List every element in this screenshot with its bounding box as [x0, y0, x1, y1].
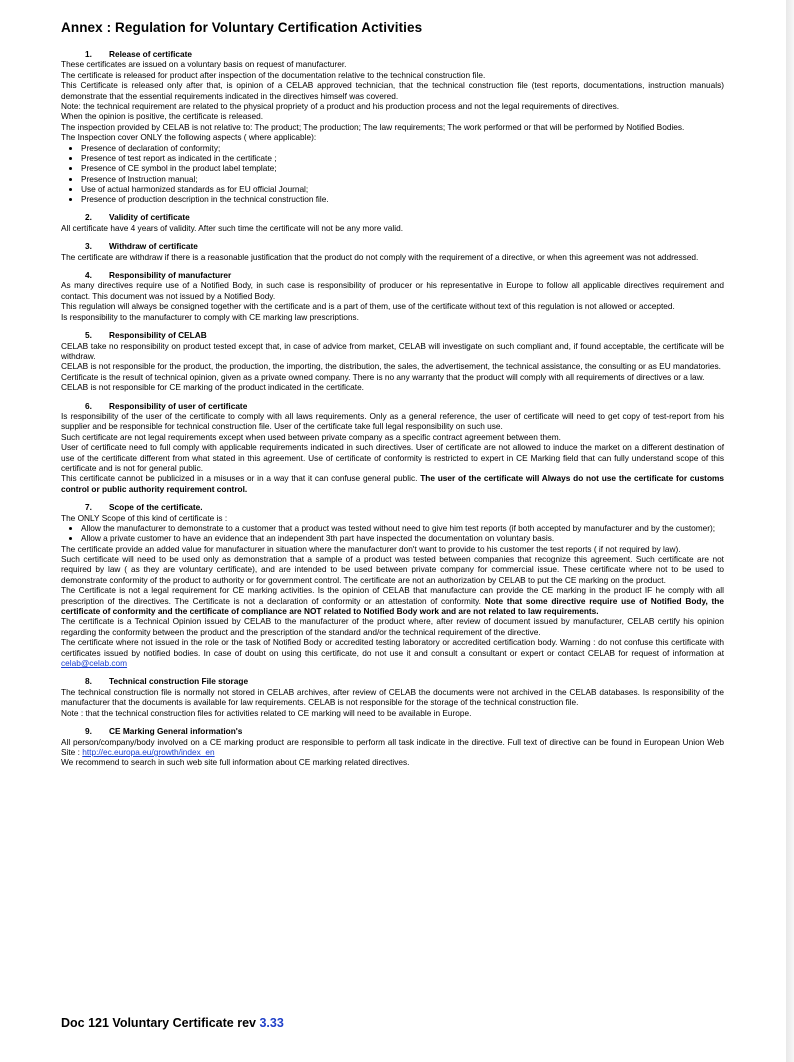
paragraph: The certificate where not issued in the role or the task of Notified Body or accredited testing laboratory or accredited certification body. Warning : do not confuse this certificate with certificates issued by notified bodies. In case of doubt on using this certificate, do not use it and consult a consultant or expert or contact CELAB for request of information at celab@celab.com	[61, 637, 724, 669]
section-heading: 1. Release of certificate	[85, 49, 193, 59]
section-heading: 5. Responsibility of CELAB	[85, 330, 207, 341]
document-title: Annex : Regulation for Voluntary Certification Activities	[61, 20, 423, 35]
email-link[interactable]: celab@celab.com	[61, 658, 128, 669]
paragraph: Note : that the technical construction files for activities related to CE marking will need to be available in Europe.	[61, 707, 472, 718]
document-body	[61, 20, 724, 777]
document-footer	[61, 1016, 284, 1030]
paragraph: CELAB is not responsible for CE marking of the product indicated in the certificate.	[61, 382, 364, 393]
section-user-responsibility	[61, 402, 724, 495]
paragraph: Such certificate will need to be used only as demonstration that a sample of a product was tested between companies that recognize this agreement. Such certificate are not required by law ( as they are voluntary certificate), and are intended to be used between private company for commercial issue. These certificate where not to be used to demonstrate conformity of the product to authority or for government control. The certificate are not an authorization by CELAB to put the CE marking on the product.	[61, 554, 724, 585]
section-scope	[61, 503, 724, 668]
paragraph: This certificate cannot be publicized in a misuses or in a way that it can confuse general public. The user of the certificate will Always do not use the certificate for customs control or public authority requirement control.	[61, 473, 725, 494]
section-withdraw	[61, 242, 724, 262]
list-item: • Presence of Instruction manual;	[81, 174, 724, 184]
list-item: • Allow the manufacturer to demonstrate to a customer that a product was tested without need to give him test reports (if both accepted by manufacturer and by the customer);	[81, 523, 724, 533]
paragraph: CELAB is not responsible for the product, the production, the importing, the distribution, the sales, the advertisement, the technical assistance, the consulting or as EU mandatories.	[61, 361, 721, 372]
paragraph: The certificate is released for product after inspection of the documentation relative to the technical construction file.	[61, 69, 486, 80]
section-manufacturer-responsibility	[61, 271, 724, 322]
bold-warning: The user of the certificate will Always do not use the certificate for customs control or public authority requirement control.	[61, 473, 725, 494]
paragraph: The Certificate is not a legal requirement for CE marking activities. Is the opinion of CELAB that manufacture can provide the CE marking in the product IF he comply with all prescription of the directives. The Certificate is not a declaration of conformity or an attestation of conformity. Note that some directive require use of Notified Body, the certificate of conformity and the certificate of compliance are NOT related to Notified Body work and are not related to law requirements.	[61, 585, 724, 617]
list-item: • Presence of production description in the technical construction file.	[81, 194, 724, 204]
paragraph: Note: the technical requirement are related to the physical propriety of a product and his production process and not the legal requirements of directives.	[61, 101, 620, 112]
section-heading: 9. CE Marking General information's	[85, 726, 243, 737]
paragraph: The certificate is a Technical Opinion issued by CELAB to the manufacturer of the product where, after review of document issued by manufacturer, CELAB certify his opinion regarding the conformity between the product and the prescription of the standard and/or the technical requirement of the directive.	[61, 616, 724, 637]
paragraph: The ONLY Scope of this kind of certificate is :	[61, 512, 228, 523]
paragraph: All person/company/body involved on a CE marking product are responsible to perform all task indicate in the directive. Full text of directive can be found in European Union Web Site : http://ec.europa.eu/growth/index_en	[61, 736, 724, 757]
paragraph: When the opinion is positive, the certificate is released.	[61, 111, 263, 122]
paragraph: User of certificate need to full comply with applicable requirements indicated in such directives. User of certificate are not allowed to induce the market on a different destination of use of the certificate different from what stated in this agreement. Use of certificate of conformity is restricted to expert in CE Marking field that can fully understand scope of this certificate and is not for general public.	[61, 442, 724, 473]
paragraph: The technical construction file is normally not stored in CELAB archives, after review of CELAB the documents were not archived in the CELAB databases. Is responsibility of the manufacturer that the documents is available for law requirements. CELAB is not responsible for the storage of the technical construction file.	[61, 686, 724, 708]
section-celab-responsibility	[61, 331, 724, 392]
inspection-aspects-list	[61, 143, 724, 205]
section-validity	[61, 213, 724, 233]
bold-note: Note that some directive require use of Notified Body, the certificate of conformity and the certificate of compliance are NOT related to Notified Body work and are not related to law requirements.	[61, 595, 724, 617]
section-heading: 7. Scope of the certificate.	[85, 502, 203, 513]
paragraph: Certificate is the result of technical opinion, given as a private owned company. There is no any warranty that the product will comply with all requirements of directives or a law.	[61, 371, 705, 382]
footer-label: Doc 121 Voluntary Certificate rev	[61, 1016, 256, 1030]
list-item: • Use of actual harmonized standards as for EU official Journal;	[81, 184, 724, 194]
paragraph: We recommend to search in such web site full information about CE marking related directives.	[61, 757, 410, 768]
paragraph: Is responsibility of the user of the certificate to comply with all laws requirements. Only as a general reference, the user of certificate will need to get copy of test-report from his supplier and be responsible for technical construction file. User of the certificate take full legal responsibility on such use.	[61, 410, 724, 432]
paragraph: The certificate are withdraw if there is a reasonable justification that the product do not comply with the requirement of a directive, or when this agreement was not addressed.	[61, 251, 699, 262]
paragraph: The certificate provide an added value for manufacturer in situation where the manufacturer don't want to provide to his customer the test reports ( if not required by law).	[61, 543, 681, 554]
revision-number: 3.33	[259, 1016, 284, 1030]
section-ce-marking-info	[61, 727, 724, 768]
paragraph: Such certificate are not legal requirements except when used between private company as a specific contract agreement between them.	[61, 431, 561, 442]
section-heading: 4. Responsibility of manufacturer	[85, 270, 232, 281]
paragraph: All certificate have 4 years of validity. After such time the certificate will not be any more valid.	[61, 222, 404, 233]
list-item: • Presence of test report as indicated in the certificate ;	[81, 153, 724, 163]
list-item: • Presence of CE symbol in the product label template;	[81, 163, 724, 173]
paragraph: The Inspection cover ONLY the following aspects ( where applicable):	[61, 132, 317, 143]
section-heading: 8. Technical construction File storage	[85, 676, 249, 687]
paragraph: As many directives require use of a Notified Body, in such case is responsibility of producer or his representative in Europe to follow all applicable directives requirement and contact. This document was not issued by a Notified Body.	[61, 280, 724, 301]
paragraph: This regulation will always be consigned together with the certificate and is a part of them, use of the certificate without text of this regulation is not allowed or accepted.	[61, 301, 675, 312]
paragraph: CELAB take no responsibility on product tested except that, in case of advice from market, CELAB will investigate on such compliant and, if found acceptable, the certificate will be withdraw.	[61, 340, 724, 361]
list-item: • Allow a private customer to have an evidence that an independent 3th part have inspected the documentation on voluntary basis.	[81, 533, 724, 543]
section-heading: 2. Validity of certificate	[85, 212, 190, 223]
paragraph: This Certificate is released only after that, is opinion of a CELAB approved technician, that the technical construction file (test reports, documentations, instruction manuals) demonstrate that the essential requirements indicated in the directives himself was covered.	[61, 80, 724, 101]
paragraph: These certificates are issued on a voluntary basis on request of manufacturer.	[61, 59, 347, 70]
list-item: • Presence of declaration of conformity;	[81, 143, 724, 153]
section-file-storage	[61, 677, 724, 718]
scope-list	[61, 523, 724, 544]
section-heading: 6. Responsibility of user of certificate	[85, 400, 248, 411]
section-heading: 3. Withdraw of certificate	[85, 241, 198, 252]
section-release	[61, 50, 724, 204]
page-edge-shadow	[786, 0, 794, 1062]
paragraph: The inspection provided by CELAB is not relative to: The product; The production; The law requirements; The work performed or that will be performed by Notified Bodies.	[61, 121, 685, 132]
paragraph: Is responsibility to the manufacturer to comply with CE marking law prescriptions.	[61, 311, 359, 322]
eu-website-link[interactable]: http://ec.europa.eu/growth/index_en	[82, 746, 215, 757]
